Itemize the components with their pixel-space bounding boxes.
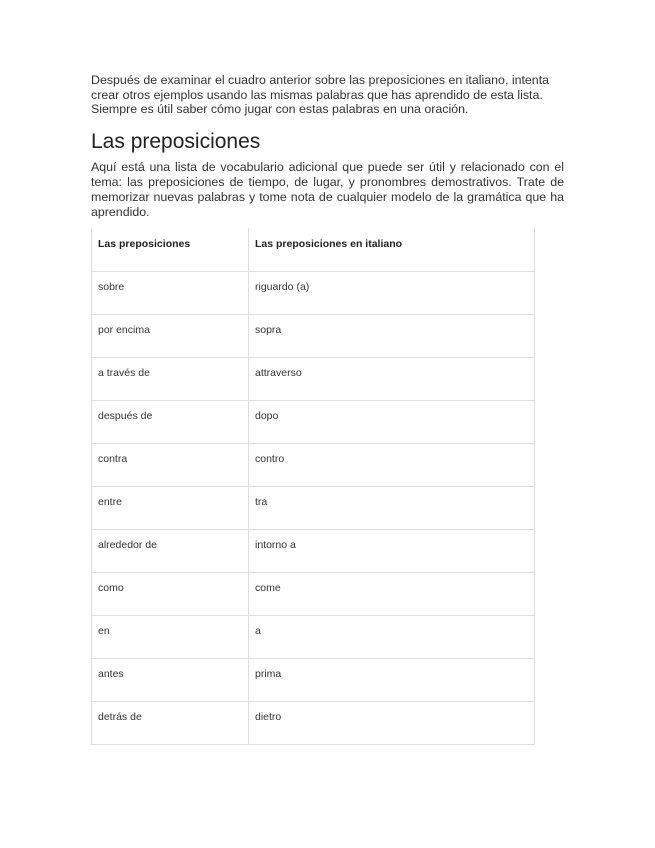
table-row <box>92 443 535 486</box>
spanish-cell: después de <box>92 400 249 443</box>
italian-cell: attraverso <box>249 357 535 400</box>
prepositions-table <box>91 228 535 745</box>
italian-cell: tra <box>249 486 535 529</box>
section-description: Aquí está una lista de vocabulario adicional que puede ser útil y relacionado con el tema: las preposiciones de tiempo, de lugar, y pronombres demostrativos. Trate de memorizar nuevas palabras y tome nota de cualquier modelo de la gramática que ha aprendido. <box>91 159 564 219</box>
italian-cell: riguardo (a) <box>249 271 535 314</box>
column-header-spanish: Las preposiciones <box>92 228 249 271</box>
spanish-cell: antes <box>92 658 249 701</box>
spanish-cell: por encima <box>92 314 249 357</box>
table-row <box>92 486 535 529</box>
table-row <box>92 400 535 443</box>
table-row <box>92 357 535 400</box>
table-row <box>92 701 535 744</box>
table-row <box>92 314 535 357</box>
italian-cell: dietro <box>249 701 535 744</box>
spanish-cell: sobre <box>92 271 249 314</box>
table-header-row <box>92 228 535 271</box>
spanish-cell: a través de <box>92 357 249 400</box>
document-page <box>91 73 564 745</box>
italian-cell: intorno a <box>249 529 535 572</box>
italian-cell: sopra <box>249 314 535 357</box>
spanish-cell: en <box>92 615 249 658</box>
spanish-cell: contra <box>92 443 249 486</box>
italian-cell: contro <box>249 443 535 486</box>
column-header-italian: Las preposiciones en italiano <box>249 228 535 271</box>
table-row <box>92 615 535 658</box>
italian-cell: dopo <box>249 400 535 443</box>
spanish-cell: detrás de <box>92 701 249 744</box>
spanish-cell: entre <box>92 486 249 529</box>
intro-paragraph: Después de examinar el cuadro anterior sobre las preposiciones en italiano, intenta crear otros ejemplos usando las mismas palabras que has aprendido de esta lista. Siempre es útil saber cómo jugar con estas palabras en una oración. <box>91 73 550 116</box>
table-row <box>92 271 535 314</box>
spanish-cell: como <box>92 572 249 615</box>
table-row <box>92 658 535 701</box>
italian-cell: come <box>249 572 535 615</box>
section-heading: Las preposiciones <box>91 129 261 153</box>
italian-cell: a <box>249 615 535 658</box>
table-row <box>92 572 535 615</box>
table-row <box>92 529 535 572</box>
spanish-cell: alrededor de <box>92 529 249 572</box>
italian-cell: prima <box>249 658 535 701</box>
